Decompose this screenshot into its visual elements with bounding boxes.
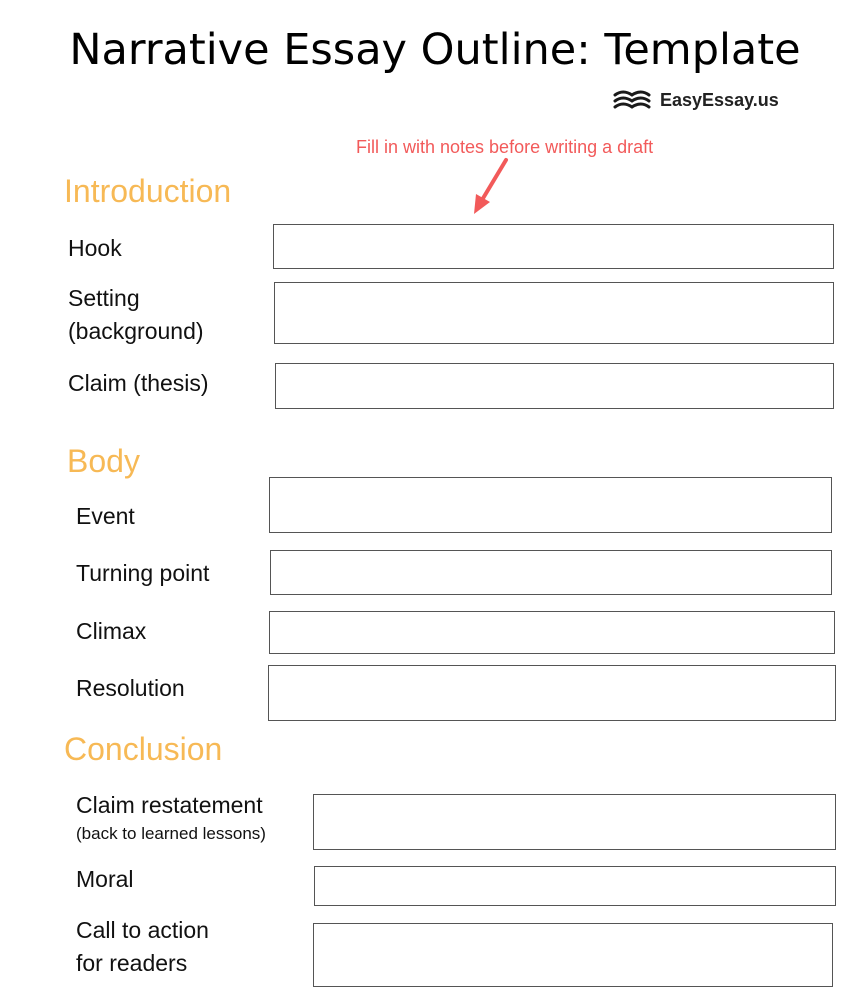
page-title: Narrative Essay Outline: Template [69,25,801,75]
call-to-action-input-box[interactable] [313,923,833,987]
moral-input-box[interactable] [314,866,836,906]
section-heading-conclusion: Conclusion [64,731,223,767]
section-heading-body: Body [67,443,140,479]
label-hook: Hook [68,235,122,261]
label-setting: Setting [68,285,140,311]
turning-point-input-box[interactable] [270,550,832,595]
hook-input-box[interactable] [273,224,834,269]
label-setting-background: (background) [68,318,204,344]
arrow-icon [470,156,514,216]
label-for-readers: for readers [76,950,188,976]
label-moral: Moral [76,866,134,892]
section-heading-introduction: Introduction [64,173,232,209]
resolution-input-box[interactable] [268,665,836,721]
claim-restatement-input-box[interactable] [313,794,836,850]
claim-input-box[interactable] [275,363,834,409]
event-input-box[interactable] [269,477,832,533]
label-call-to-action: Call to action [76,917,209,943]
label-resolution: Resolution [76,675,185,701]
brand [612,88,779,112]
annotation-note: Fill in with notes before writing a draft [356,137,654,157]
brand-name: EasyEssay.us [660,89,779,110]
setting-input-box[interactable] [274,282,834,344]
label-climax: Climax [76,618,147,644]
label-event: Event [76,503,135,529]
label-claim-restatement: Claim restatement [76,792,263,818]
climax-input-box[interactable] [269,611,835,654]
sublabel-learned-lessons: (back to learned lessons) [76,824,266,843]
label-turning-point: Turning point [76,560,210,586]
label-claim: Claim (thesis) [68,370,209,396]
book-logo-icon [612,88,652,112]
